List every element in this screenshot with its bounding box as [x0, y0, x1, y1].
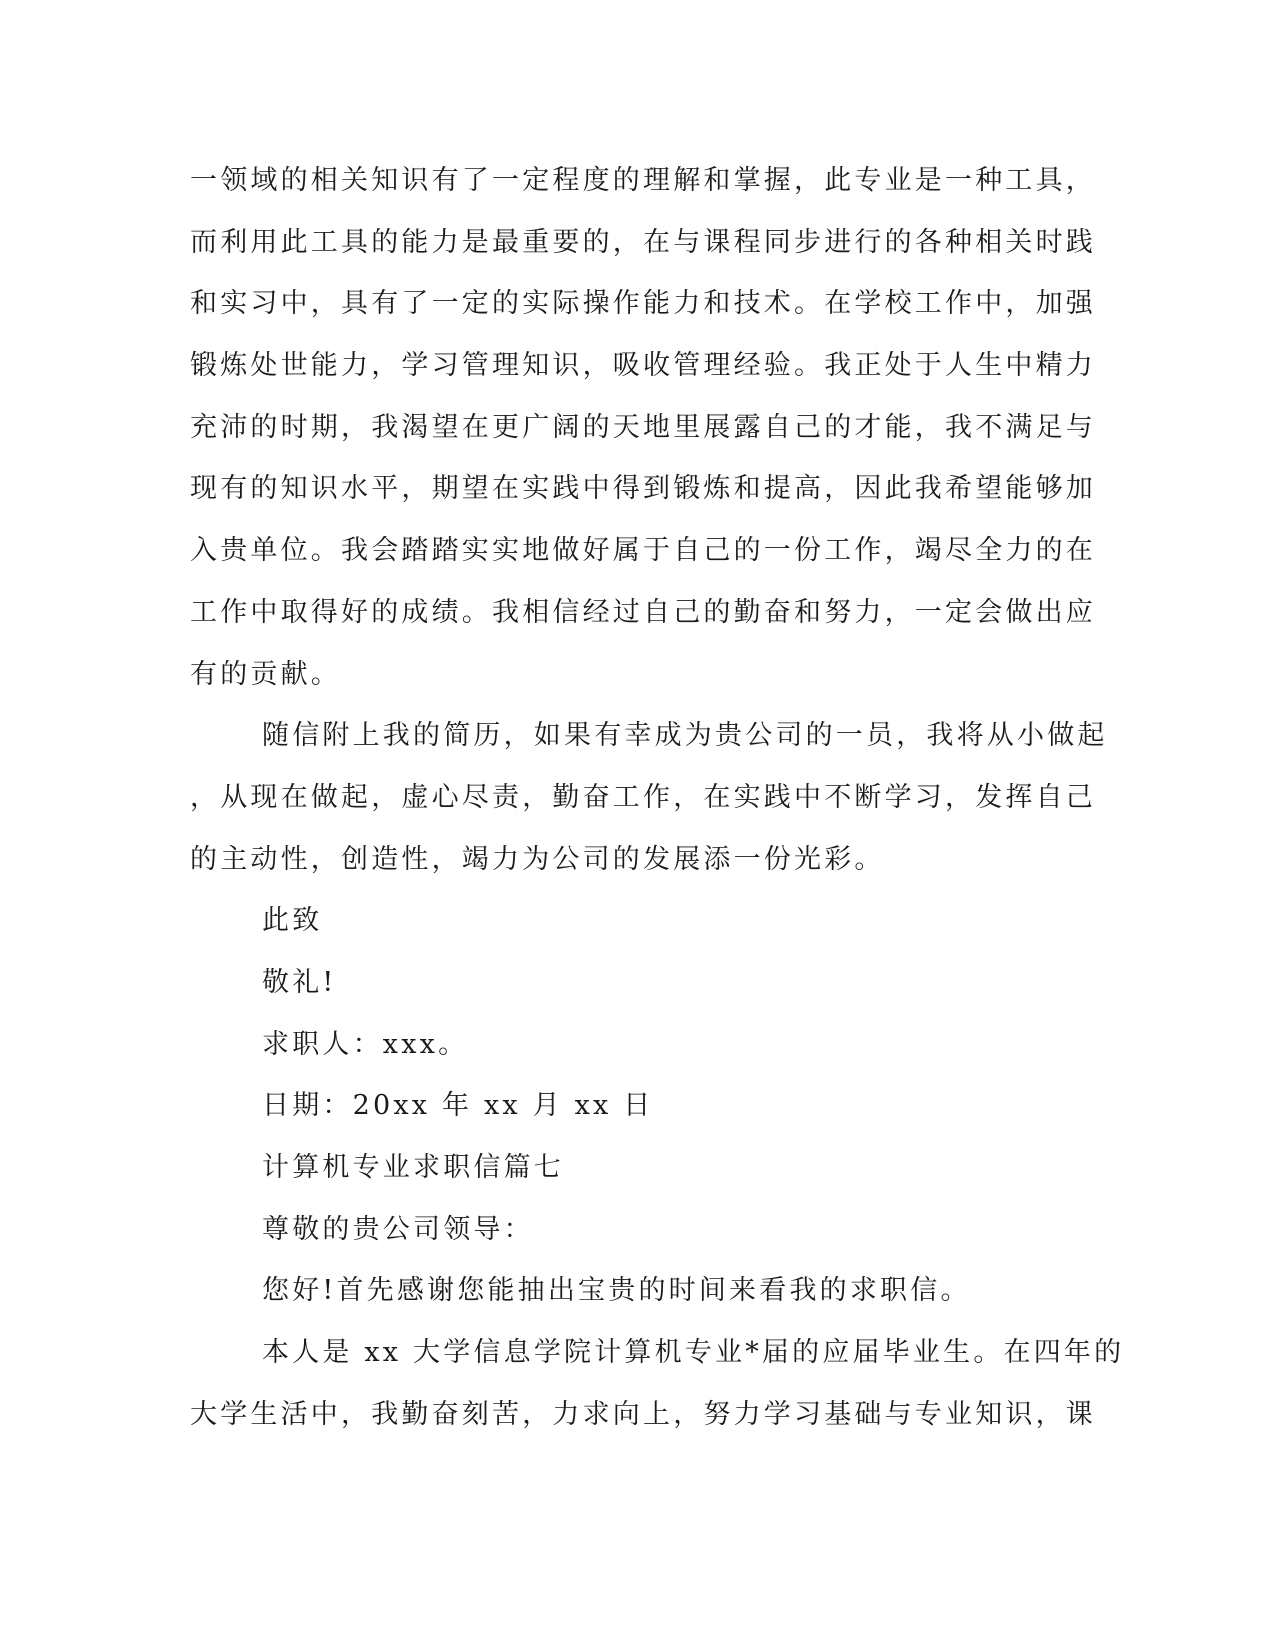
text-line: ，从现在做起，虚心尽责，勤奋工作，在实践中不断学习，发挥自己	[190, 781, 1096, 813]
text-line: 而利用此工具的能力是最重要的，在与课程同步进行的各种相关时践	[190, 226, 1096, 258]
text-line: 工作中取得好的成绩。我相信经过自己的勤奋和努力，一定会做出应	[190, 596, 1096, 628]
text-line: 大学生活中，我勤奋刻苦，力求向上，努力学习基础与专业知识，课	[190, 1398, 1096, 1430]
text-line: 本人是 xx 大学信息学院计算机专业*届的应届毕业生。在四年的	[262, 1337, 1125, 1369]
text-line: 一领域的相关知识有了一定程度的理解和掌握，此专业是一种工具，	[190, 165, 1096, 196]
text-line: 现有的知识水平，期望在实践中得到锻炼和提高，因此我希望能够加	[190, 473, 1096, 505]
text-line: 此致	[262, 905, 323, 937]
text-line: 日期：20xx 年 xx 月 xx 日	[262, 1090, 654, 1122]
text-line: 锻炼处世能力，学习管理知识，吸收管理经验。我正处于人生中精力	[190, 350, 1096, 382]
text-line: 您好!首先感谢您能抽出宝贵的时间来看我的求职信。	[262, 1275, 971, 1307]
text-line: 敬礼!	[262, 966, 337, 998]
text-line: 入贵单位。我会踏踏实实地做好属于自己的一份工作，竭尽全力的在	[190, 535, 1096, 567]
text-line: 有的贡献。	[190, 658, 341, 690]
text-line: 的主动性，创造性，竭力为公司的发展添一份光彩。	[190, 843, 885, 875]
text-line: 计算机专业求职信篇七	[262, 1152, 564, 1183]
text-line: 随信附上我的简历，如果有幸成为贵公司的一员，我将从小做起	[262, 720, 1108, 752]
text-line: 尊敬的贵公司领导：	[262, 1213, 534, 1245]
text-line: 充沛的时期，我渴望在更广阔的天地里展露自己的才能，我不满足与	[190, 411, 1096, 443]
text-line: 和实习中，具有了一定的实际操作能力和技术。在学校工作中，加强	[190, 288, 1096, 320]
document-body	[190, 150, 1125, 1445]
text-line: 求职人：xxx。	[262, 1028, 469, 1060]
